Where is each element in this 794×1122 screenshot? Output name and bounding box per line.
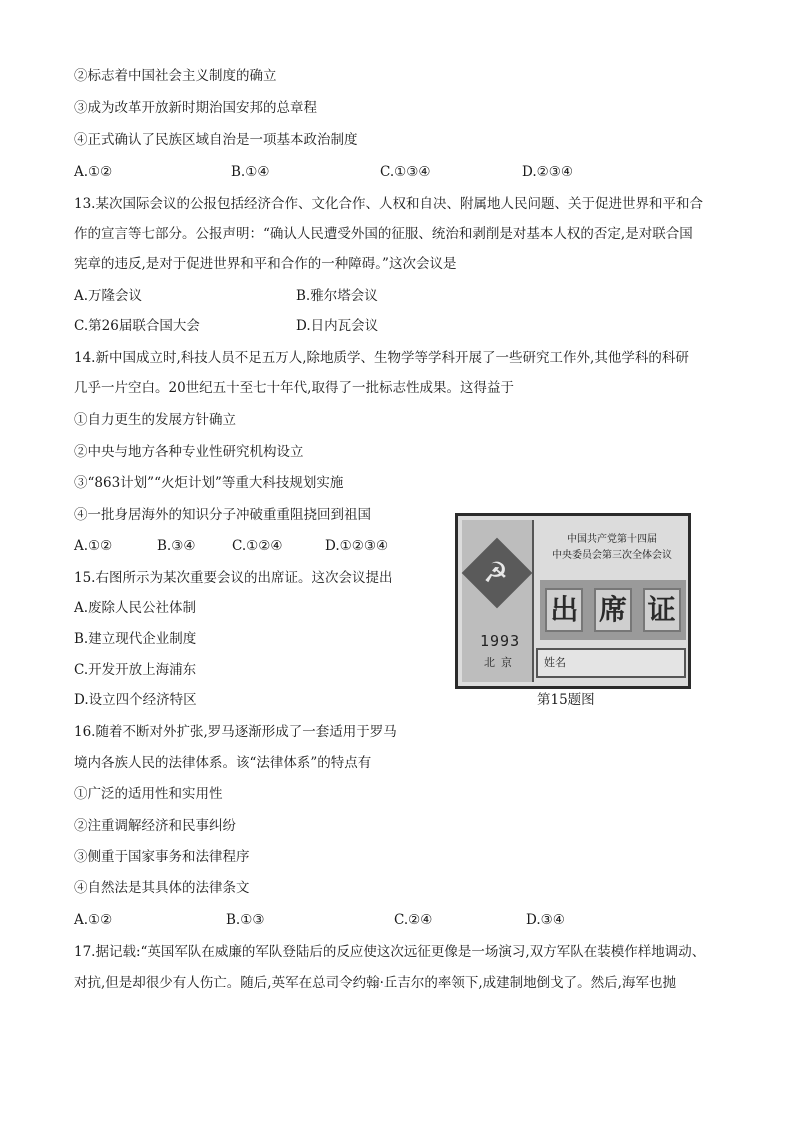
card-header-line-2: 中央委员会第三次全体会议 — [552, 550, 672, 561]
card-header-line-1: 中国共产党第十四届 — [567, 534, 657, 545]
q17-stem-line-2: 对抗,但是却很少有人伤亡。随后,英军在总司令约翰·丘吉尔的率领下,成建制地倒戈了。然后,海军也抛 — [74, 975, 676, 991]
q15-option-c: C.开发开放上海浦东 — [74, 662, 197, 678]
q16-item-2: ②注重调解经济和民事纠纷 — [74, 818, 236, 834]
card-title — [540, 580, 686, 640]
q14-stem-line-1: 14.新中国成立时,科技人员不足五万人,除地质学、生物学等学科开展了一些研究工作外,其他学科的科研 — [74, 350, 689, 366]
q16-stem-line-2: 境内各族人民的法律体系。该“法律体系”的特点有 — [74, 755, 372, 771]
q16-item-1: ①广泛的适用性和实用性 — [74, 786, 223, 802]
card-left-panel — [462, 520, 534, 682]
q15-option-b: B.建立现代企业制度 — [74, 631, 197, 647]
q14-option-d: D.①②③④ — [325, 538, 389, 554]
q16-item-3: ③侧重于国家事务和法律程序 — [74, 849, 250, 865]
card-header — [538, 522, 686, 574]
q16-option-b: B.①③ — [226, 912, 265, 928]
q13-stem-line-3: 宪章的违反,是对于促进世界和平和合作的一种障碍。”这次会议是 — [74, 256, 457, 272]
q13-stem-line-2: 作的宣言等七部分。公报声明：“确认人民遭受外国的征服、统治和剥削是对基本人权的否定,是对联合国 — [74, 226, 693, 242]
q14-item-1: ①自力更生的发展方针确立 — [74, 412, 236, 428]
q16-option-a: A.①② — [74, 912, 113, 928]
q12-item-3: ③成为改革开放新时期治国安邦的总章程 — [74, 100, 317, 116]
q15-option-a: A.废除人民公社体制 — [74, 600, 197, 616]
q14-option-a: A.①② — [74, 538, 113, 554]
q12-option-a: A.①② — [74, 164, 113, 180]
card-title-char-1: 出 — [545, 588, 583, 632]
card-title-char-3: 证 — [643, 588, 681, 632]
q16-option-c: C.②④ — [394, 912, 433, 928]
q12-item-4: ④正式确认了民族区域自治是一项基本政治制度 — [74, 132, 358, 148]
card-year: 1993 — [480, 632, 521, 650]
q13-stem-line-1: 13.某次国际会议的公报包括经济合作、文化合作、人权和自决、附属地人民问题、关于促进世界和平和合 — [74, 196, 703, 212]
q14-option-b: B.③④ — [157, 538, 196, 554]
q15-figure-caption: 第15题图 — [537, 692, 595, 708]
q14-item-3: ③“863计划”“火炬计划”等重大科技规划实施 — [74, 475, 344, 491]
q13-option-d: D.日内瓦会议 — [296, 318, 379, 334]
q16-item-4: ④自然法是其具体的法律条文 — [74, 880, 250, 896]
card-title-char-2: 席 — [594, 588, 632, 632]
q12-option-b: B.①④ — [231, 164, 270, 180]
q17-stem-line-1: 17.据记载:“英国军队在威廉的军队登陆后的反应使这次远征更像是一场演习,双方军队在装模作样地调动、 — [74, 944, 706, 960]
q15-attendance-card-figure — [455, 513, 691, 689]
q13-option-b: B.雅尔塔会议 — [296, 288, 378, 304]
q13-option-c: C.第26届联合国大会 — [74, 318, 200, 334]
hammer-sickle-icon: ☭ — [483, 556, 509, 589]
q12-item-2: ②标志着中国社会主义制度的确立 — [74, 68, 277, 84]
q15-stem: 15.右图所示为某次重要会议的出席证。这次会议提出 — [74, 570, 393, 586]
q16-option-d: D.③④ — [526, 912, 565, 928]
q12-option-c: C.①③④ — [380, 164, 431, 180]
card-city: 北京 — [484, 656, 518, 669]
q14-stem-line-2: 几乎一片空白。20世纪五十至七十年代,取得了一批标志性成果。这得益于 — [74, 380, 514, 396]
q16-stem-line-1: 16.随着不断对外扩张,罗马逐渐形成了一套适用于罗马 — [74, 724, 397, 740]
q14-item-2: ②中央与地方各种专业性研究机构设立 — [74, 444, 304, 460]
q13-option-a: A.万隆会议 — [74, 288, 143, 304]
card-name-field: 姓名 — [536, 648, 686, 678]
q15-option-d: D.设立四个经济特区 — [74, 692, 197, 708]
q14-option-c: C.①②④ — [232, 538, 283, 554]
q14-item-4: ④一批身居海外的知识分子冲破重重阻挠回到祖国 — [74, 507, 371, 523]
q12-option-d: D.②③④ — [522, 164, 573, 180]
